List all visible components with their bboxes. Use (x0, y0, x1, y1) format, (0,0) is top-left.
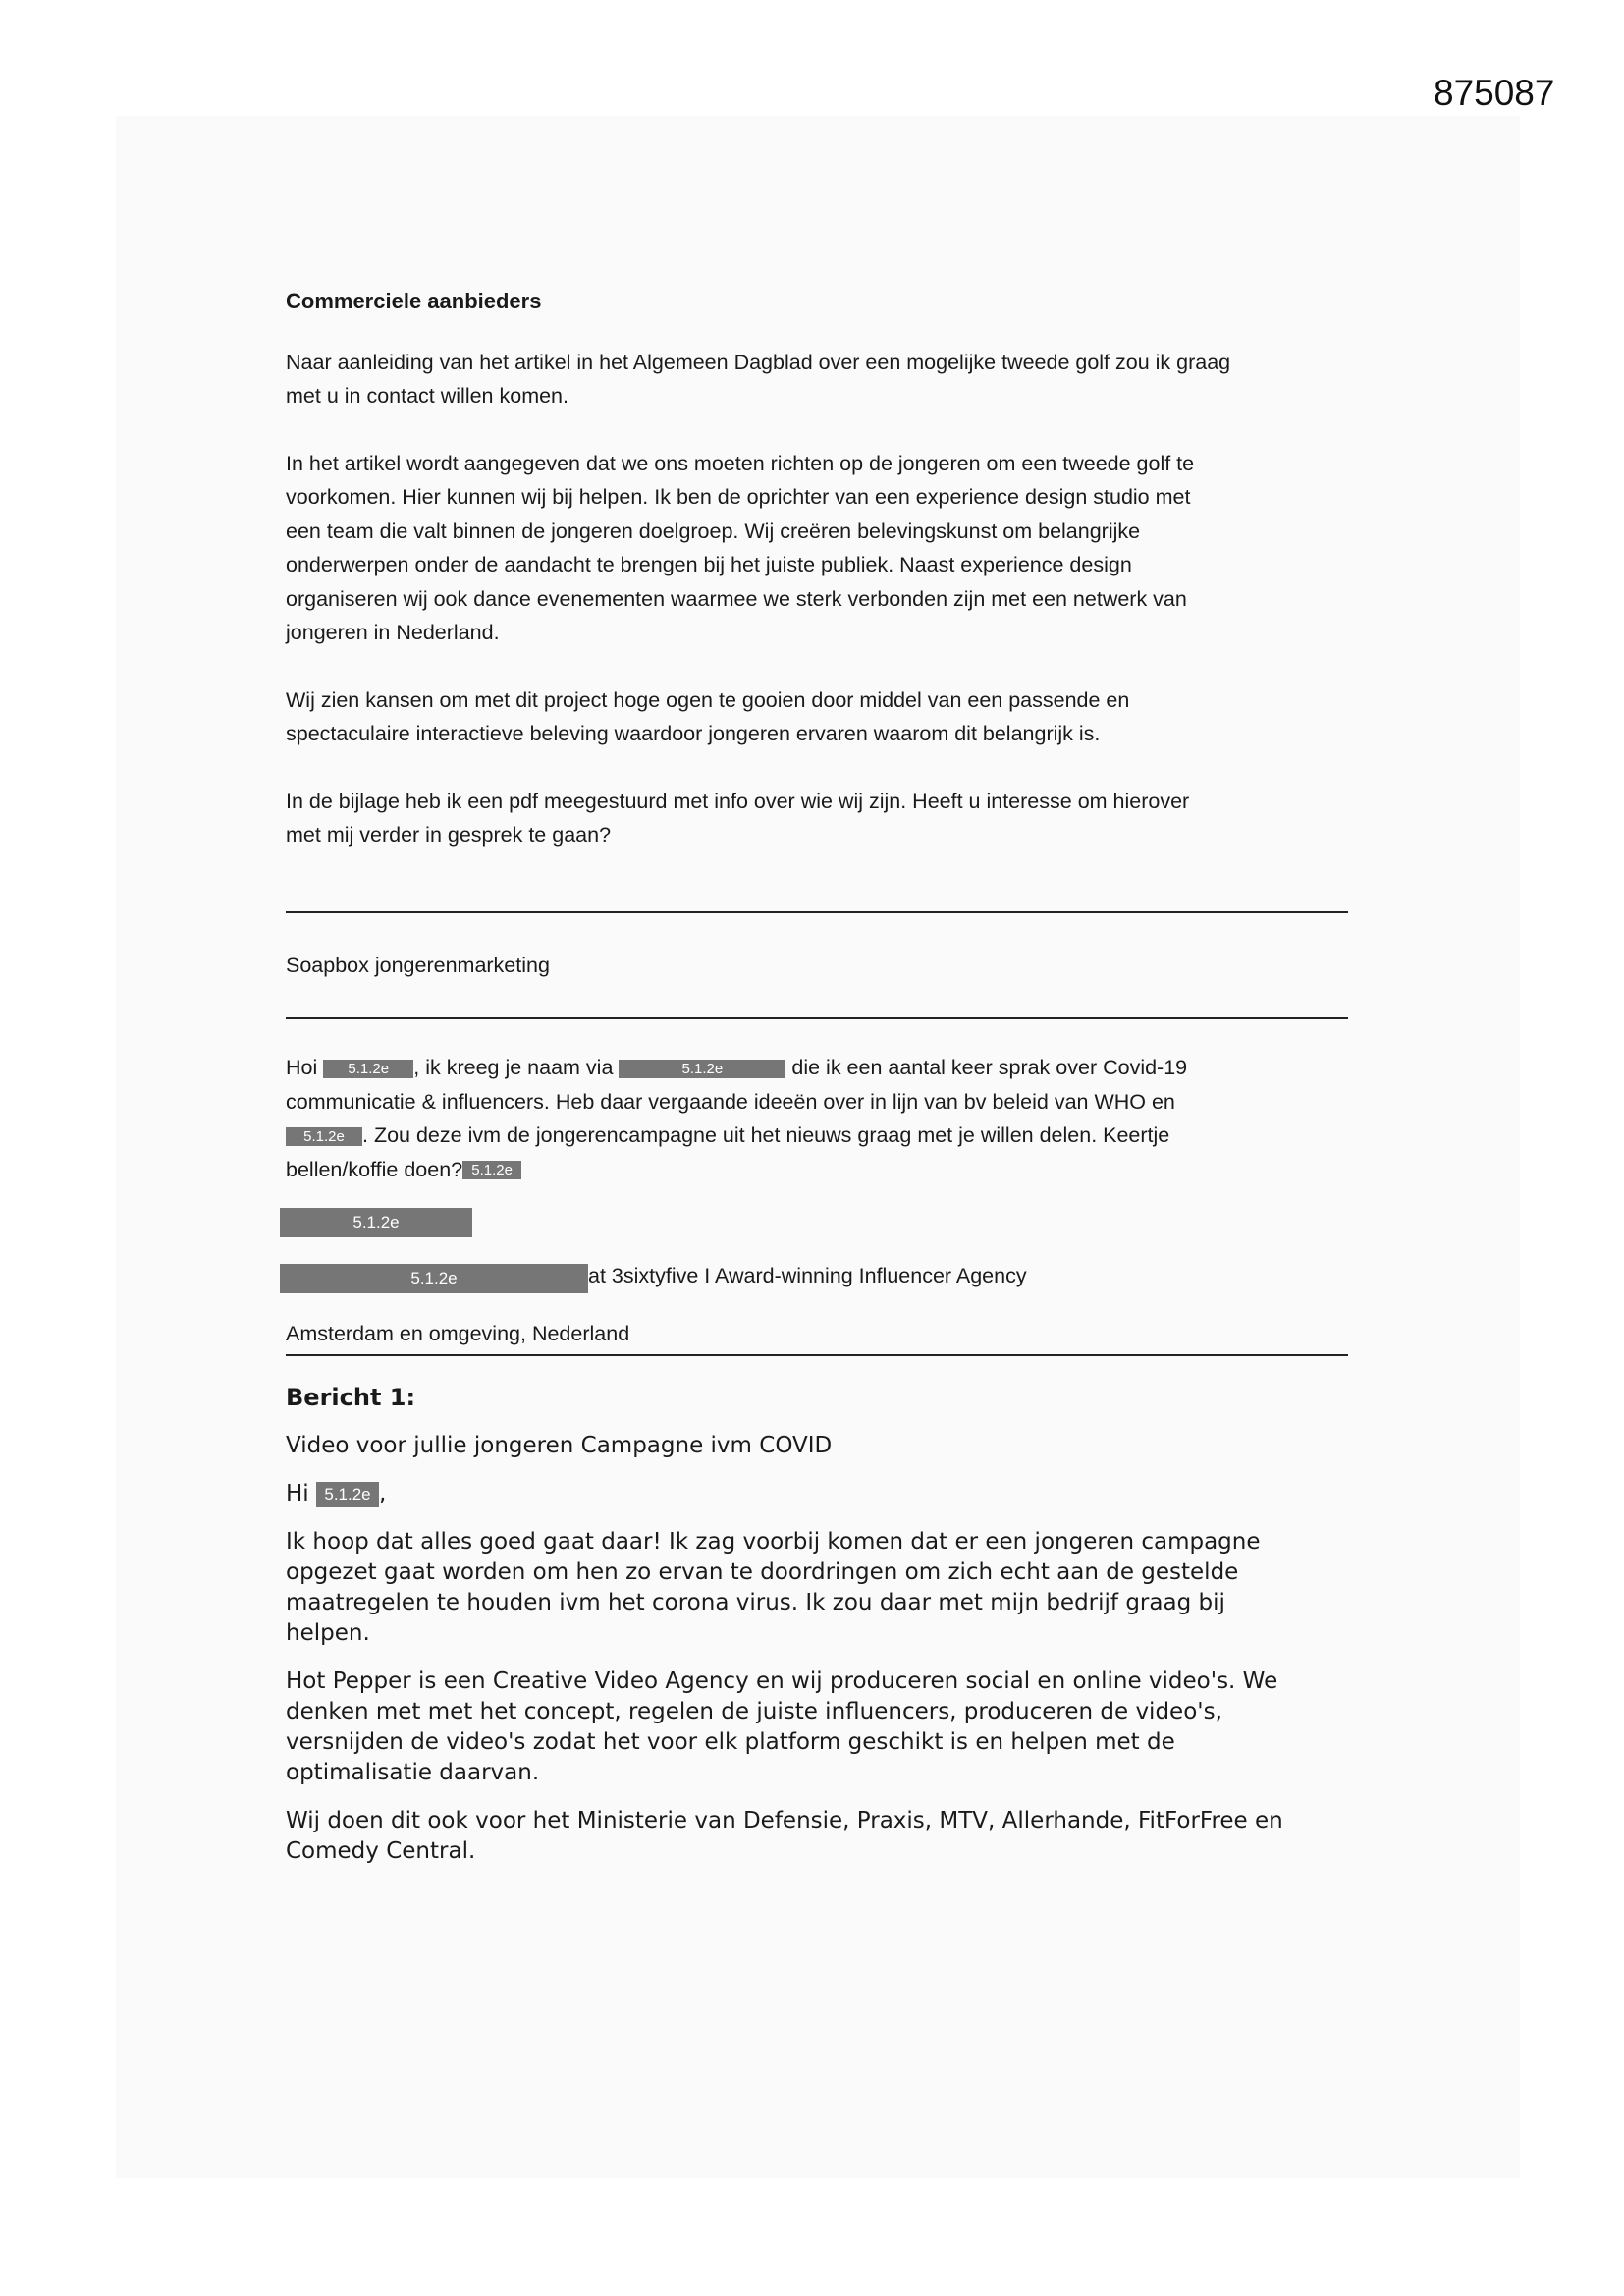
text-line: jongeren in Nederland. (286, 621, 500, 644)
text-line (286, 1119, 1348, 1153)
paragraph (286, 447, 1348, 650)
text-segment: Hi (286, 1481, 309, 1507)
text-line: In het artikel wordt aangegeven dat we ons moeten richten op de jongeren om een tweede golf te (286, 451, 1195, 475)
redaction-box: 5.1.2e (286, 1127, 362, 1146)
paragraph (286, 683, 1348, 751)
document-id: 875087 (1434, 73, 1555, 113)
text-line: een team die valt binnen de jongeren doelgroep. Wij creëren belevingskunst om belangrijke (286, 519, 1141, 543)
text-line: denken met met het concept, regelen de juiste influencers, produceren de video's, (286, 1699, 1222, 1725)
redaction-box: 5.1.2e (619, 1060, 785, 1078)
text-line: Hot Pepper is een Creative Video Agency en wij produceren social en online video's. We (286, 1668, 1278, 1695)
text-line: organiseren wij ook dance evenementen waarmee we sterk verbonden zijn met een netwerk van (286, 586, 1187, 611)
text-line: met mij verder in gesprek te gaan? (286, 823, 612, 847)
redaction-box: 5.1.2e (280, 1208, 472, 1237)
text-line: versnijden de video's zodat het voor elk platform geschikt is en helpen met de (286, 1729, 1175, 1756)
role-text: at 3sixtyfive I Award-winning Influencer Agency (588, 1264, 1027, 1287)
text-line: onderwerpen onder de aandacht te brengen bij het juiste publiek. Naast experience design (286, 553, 1132, 576)
message-paragraph (286, 1806, 1348, 1867)
section-soapbox (286, 949, 1348, 1351)
section-commerciele-aanbieders (286, 285, 1348, 852)
message-greeting (286, 1479, 1348, 1509)
redaction-box: 5.1.2e (323, 1060, 413, 1078)
text-segment: die ik een aantal keer sprak over Covid-19 (791, 1056, 1188, 1079)
section-title: Commerciele aanbieders (286, 289, 542, 313)
text-line: voorkomen. Hier kunnen wij bij helpen. Ik ben de oprichter van een experience design studio met (286, 485, 1191, 509)
paragraph (286, 346, 1348, 413)
text-line: Naar aanleiding van het artikel in het Algemeen Dagblad over een mogelijke tweede golf zou ik graag (286, 350, 1231, 374)
text-line: met u in contact willen komen. (286, 384, 568, 408)
text-line: optimalisatie daarvan. (286, 1760, 540, 1786)
name-line (280, 1208, 1348, 1237)
text-line (286, 1051, 1348, 1085)
redaction-box: 5.1.2e (280, 1264, 588, 1293)
text-segment: . Zou deze ivm de jongerencampagne uit het nieuws graag met je willen delen. Keertje (362, 1123, 1170, 1147)
text-segment: , (379, 1481, 387, 1507)
message-paragraph (286, 1527, 1348, 1649)
text-line: In de bijlage heb ik een pdf meegestuurd met info over wie wij zijn. Heeft u interesse om hierover (286, 789, 1190, 813)
redaction-box: 5.1.2e (316, 1482, 379, 1507)
text-line: Wij zien kansen om met dit project hoge ogen te gooien door middel van een passende en (286, 687, 1130, 712)
section-bericht-1 (286, 1384, 1348, 1867)
text-line: maatregelen te houden ivm het corona virus. Ik zou daar met mijn bedrijf graag bij (286, 1590, 1225, 1616)
message-subject: Video voor jullie jongeren Campagne ivm COVID (286, 1433, 833, 1459)
divider (286, 1354, 1348, 1356)
divider (286, 911, 1348, 913)
message-title: Bericht 1: (286, 1384, 416, 1412)
location-text: Amsterdam en omgeving, Nederland (286, 1321, 630, 1345)
text-line: Comedy Central. (286, 1838, 476, 1865)
text-line: helpen. (286, 1620, 370, 1647)
message-paragraph (286, 1051, 1348, 1186)
role-line (280, 1259, 1348, 1293)
text-line: communicatie & influencers. Heb daar vergaande ideeën over in lijn van bv beleid van WHO en (286, 1089, 1175, 1114)
text-segment: bellen/koffie doen? (286, 1157, 463, 1181)
text-line: Wij doen dit ook voor het Ministerie van Defensie, Praxis, MTV, Allerhande, FitForFree en (286, 1808, 1283, 1834)
text-line: opgezet gaat worden om hen zo ervan te doordringen om zich echt aan de gestelde (286, 1559, 1239, 1586)
text-segment: Hoi (286, 1056, 318, 1079)
section-title: Soapbox jongerenmarketing (286, 953, 550, 977)
message-paragraph (286, 1667, 1348, 1788)
text-line (286, 1153, 1348, 1187)
document-body (286, 285, 1348, 1867)
text-segment: , ik kreeg je naam via (413, 1056, 614, 1079)
text-line: Ik hoop dat alles goed gaat daar! Ik zag voorbij komen dat er een jongeren campagne (286, 1529, 1261, 1556)
redaction-box: 5.1.2e (462, 1161, 521, 1179)
divider (286, 1017, 1348, 1019)
text-line: spectaculaire interactieve beleving waardoor jongeren ervaren waarom dit belangrijk is. (286, 722, 1101, 745)
paragraph (286, 785, 1348, 852)
